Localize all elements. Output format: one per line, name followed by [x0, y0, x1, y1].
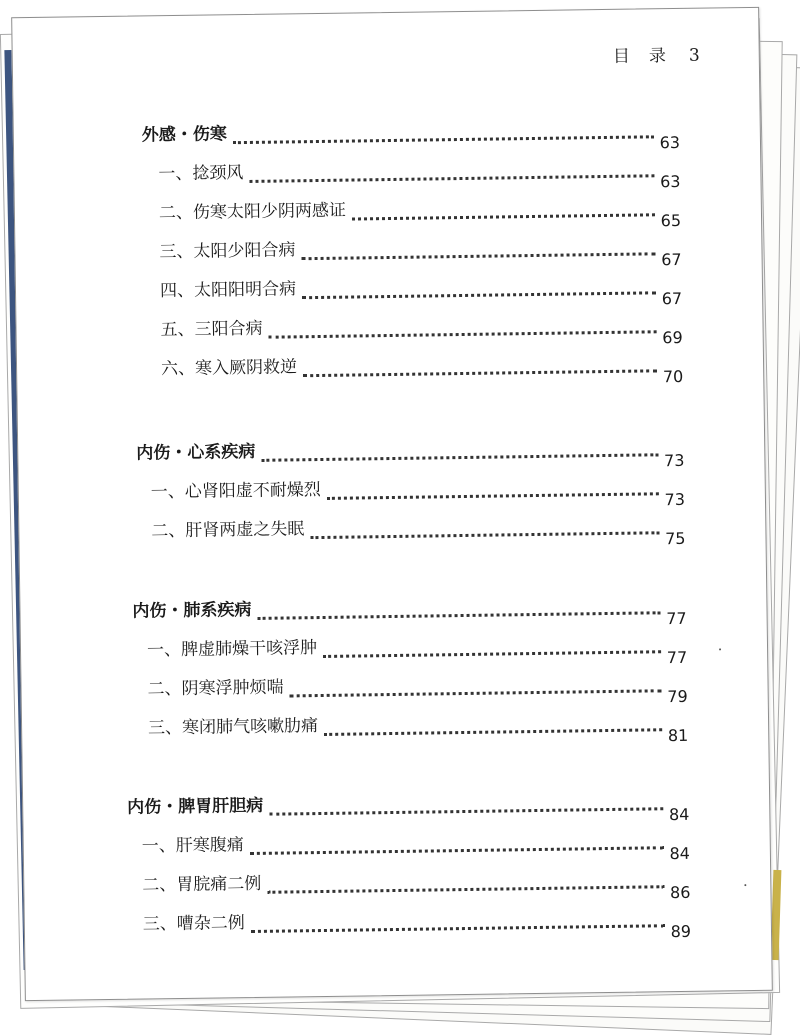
toc-entry-text: 四、太阳阳明合病	[159, 279, 297, 302]
toc-entry-text: 三、嘈杂二例	[142, 913, 245, 935]
toc-entry-text: 六、寒入厥阴救逆	[160, 357, 298, 380]
running-head	[613, 41, 701, 67]
leader-dots	[303, 349, 657, 377]
toc-page-number: 70	[662, 366, 684, 387]
toc-page-number: 89	[670, 921, 692, 942]
toc-page-number: 73	[664, 489, 686, 510]
toc-entry-text: 一、肝寒腹痛	[141, 835, 244, 857]
toc-heading-text: 内伤・心系疾病	[136, 441, 256, 464]
toc-page-number: 79	[667, 686, 688, 707]
leader-dots	[251, 904, 665, 933]
leader-dots	[268, 310, 656, 338]
leader-dots	[301, 232, 655, 260]
paper-speck	[744, 884, 746, 886]
toc-heading[interactable]	[142, 104, 760, 152]
toc-entry-text: 二、胃脘痛二例	[142, 873, 262, 896]
toc-page-number: 65	[660, 210, 682, 231]
toc-heading-text: 内伤・肺系疾病	[132, 599, 252, 622]
leader-dots	[250, 826, 664, 855]
toc-page-number: 69	[662, 327, 683, 348]
toc-page	[11, 7, 773, 1001]
leader-dots	[233, 115, 654, 144]
toc-section	[18, 422, 766, 549]
toc-page-number: 84	[668, 804, 690, 825]
toc-entry-text: 一、心肾阳虚不耐燥烈	[150, 479, 321, 503]
toc-page-number: 77	[666, 608, 687, 629]
toc-heading[interactable]	[127, 776, 769, 824]
toc-page-number: 63	[660, 171, 681, 192]
toc-page-number: 67	[661, 288, 683, 309]
toc-entry-text: 二、肝肾两虚之失眠	[151, 519, 305, 542]
leader-dots	[324, 708, 662, 736]
toc-page-number: 77	[666, 647, 688, 668]
toc-heading-text: 外感・伤寒	[141, 124, 227, 146]
toc-entry-text: 五、三阳合病	[160, 318, 263, 341]
toc-entry-text: 二、伤寒太阳少阴两感证	[158, 200, 347, 224]
toc-entry-text: 一、捻颈风	[158, 163, 244, 185]
leader-dots	[352, 193, 655, 220]
leader-dots	[327, 472, 659, 500]
leader-dots	[310, 511, 659, 539]
toc-page-number: 86	[669, 882, 691, 903]
toc-page-number: 81	[667, 725, 689, 746]
toc-entry-text: 二、阴寒浮肿烦喘	[147, 677, 284, 700]
running-head-page-number: 3	[688, 45, 701, 66]
leader-dots	[257, 591, 660, 620]
toc-section	[20, 580, 768, 746]
toc-section	[23, 776, 771, 942]
toc-page-number: 73	[663, 450, 685, 471]
leader-dots	[289, 669, 661, 697]
toc-page-number: 67	[661, 249, 682, 270]
toc-page-number: 63	[659, 132, 681, 153]
toc-heading[interactable]	[132, 580, 766, 628]
toc-page-number: 75	[665, 528, 686, 549]
toc-entry-text: 一、脾虚肺燥干咳浮肿	[146, 638, 318, 661]
paper-speck	[719, 648, 721, 650]
toc-section	[14, 104, 764, 387]
leader-dots	[267, 865, 664, 894]
toc-page-number: 84	[669, 843, 691, 864]
leader-dots	[261, 433, 658, 462]
running-head-title: 目 录	[612, 46, 668, 67]
leader-dots	[249, 154, 654, 183]
toc-heading[interactable]	[136, 422, 764, 470]
leader-dots	[323, 630, 661, 658]
leader-dots	[302, 271, 656, 299]
leader-dots	[269, 787, 663, 815]
toc-heading-text: 内伤・脾胃肝胆病	[127, 795, 264, 818]
toc-entry-text: 三、寒闭肺气咳嗽肋痛	[147, 716, 319, 739]
toc-entry-text: 三、太阳少阳合病	[159, 240, 296, 263]
